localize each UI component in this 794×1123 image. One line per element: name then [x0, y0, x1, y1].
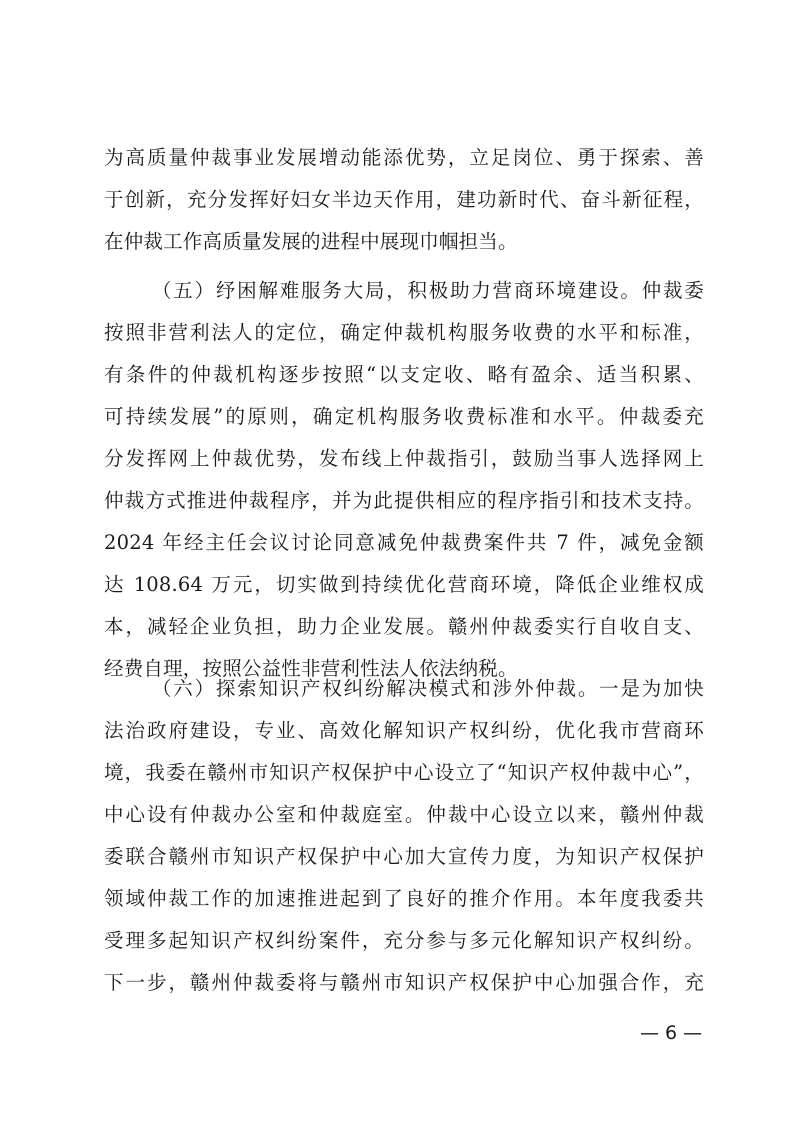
text-line: 仲裁方式推进仲裁程序，并为此提供相应的程序指引和技术支持。: [104, 489, 704, 512]
text-line: 本，减轻企业负担，助力企业发展。赣州仲裁委实行自收自支、: [104, 615, 704, 638]
section-heading-line: （五）纾困解难服务大局，积极助力营商环境建设。仲裁委: [152, 279, 704, 302]
text-line: 为高质量仲裁事业发展增动能添优势，立足岗位、勇于探索、善: [104, 146, 704, 169]
text-line: 分发挥网上仲裁优势，发布线上仲裁指引，鼓励当事人选择网上: [104, 447, 704, 470]
text-line: 领域仲裁工作的加速推进起到了良好的推介作用。本年度我委共: [104, 887, 704, 910]
text-line: 经费自理，按照公益性非营利性法人依法纳税。: [104, 657, 518, 680]
text-line: 可持续发展”的原则，确定机构服务收费标准和水平。仲裁委充: [104, 405, 704, 428]
text-line: 下一步，赣州仲裁委将与赣州市知识产权保护中心加强合作，充: [104, 971, 704, 994]
paragraph-continuation: [104, 137, 704, 263]
page-number: — 6 —: [640, 1022, 703, 1044]
text-line: 委联合赣州市知识产权保护中心加大宣传力度，为知识产权保护: [104, 845, 704, 868]
text-line: 达 108.64 万元，切实做到持续优化营商环境，降低企业维权成: [104, 573, 704, 596]
section-heading-line: （六）探索知识产权纠纷解决模式和涉外仲裁。一是为加快: [152, 677, 704, 700]
text-line: 按照非营利法人的定位，确定仲裁机构服务收费的水平和标准，: [104, 321, 704, 344]
paragraph-section-six: [104, 668, 704, 1004]
text-line: 有条件的仲裁机构逐步按照“以支定收、略有盈余、适当积累、: [104, 363, 704, 386]
text-line: 受理多起知识产权纠纷案件，充分参与多元化解知识产权纠纷。: [104, 929, 704, 952]
text-line: 在仲裁工作高质量发展的进程中展现巾帼担当。: [104, 230, 518, 253]
text-line: 中心设有仲裁办公室和仲裁庭室。仲裁中心设立以来，赣州仲裁: [104, 803, 704, 826]
text-line: 2024 年经主任会议讨论同意减免仲裁费案件共 7 件，减免金额: [104, 531, 704, 554]
paragraph-section-five: [104, 270, 704, 690]
text-line: 法治政府建设，专业、高效化解知识产权纠纷，优化我市营商环: [104, 719, 704, 742]
text-line: 于创新，充分发挥好妇女半边天作用，建功新时代、奋斗新征程，: [104, 188, 704, 211]
text-line: 境，我委在赣州市知识产权保护中心设立了“知识产权仲裁中心”，: [104, 761, 704, 784]
